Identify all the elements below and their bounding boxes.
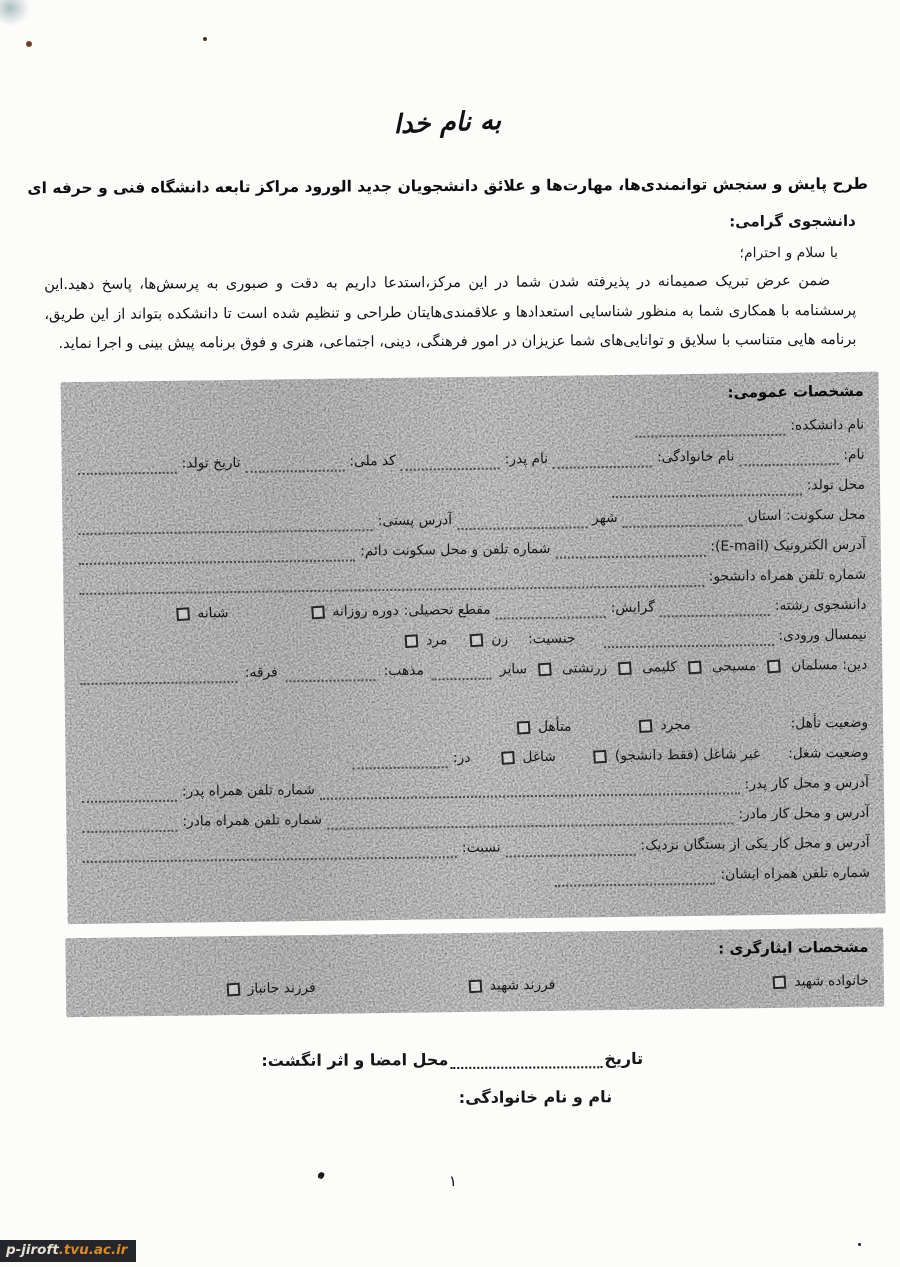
checkbox-unemployed[interactable] (593, 749, 607, 763)
label-relation: نسبت: (461, 839, 501, 857)
label-birth-date: تاریخ تولد: (181, 454, 241, 472)
label-date: تاریخ (604, 1048, 644, 1069)
checkbox-martyr-child[interactable] (468, 979, 482, 993)
label-last-name: نام خانوادگی: (656, 448, 735, 466)
label-female: زن (491, 631, 509, 648)
label-employed-at: در: (452, 749, 471, 767)
field-mazhab[interactable] (286, 670, 376, 682)
label-email: آدرس الکترونیک (E-mail): (710, 536, 866, 555)
field-sect[interactable] (80, 671, 237, 684)
label-night-course: شبانه (197, 605, 229, 622)
label-sect: فرقه: (244, 664, 278, 681)
label-birth-place: محل تولد: (806, 476, 866, 494)
label-unemployed: غیر شاغل (فقط دانشجو) (614, 746, 761, 765)
label-married: متأهل (537, 718, 572, 736)
label-religion-other: سایر (499, 661, 528, 678)
checkbox-jewish[interactable] (618, 661, 632, 675)
field-entry-semester[interactable] (603, 634, 773, 647)
field-first-name[interactable] (739, 454, 838, 466)
bismillah-calligraphy: به نام خدا (393, 105, 502, 141)
label-male: مرد (426, 632, 448, 649)
label-national-id: کد ملی: (349, 452, 396, 470)
checkbox-male[interactable] (405, 634, 419, 648)
checkbox-muslim[interactable] (767, 659, 781, 673)
label-full-name: نام و نام خانوادگی: (458, 1087, 613, 1107)
page-number: ۱ (448, 1171, 457, 1191)
field-major[interactable] (660, 604, 770, 616)
label-martyr-family: خانواده شهید (794, 972, 870, 990)
checkbox-veteran-child[interactable] (226, 982, 240, 996)
label-relative-mobile: شماره تلفن همراه ایشان: (720, 864, 871, 883)
field-city[interactable] (457, 517, 587, 530)
field-relative-mobile[interactable] (555, 873, 715, 886)
field-postal-address[interactable] (78, 520, 372, 535)
general-section-heading: مشخصات عمومی: (727, 381, 864, 402)
label-father-name: نام پدر: (504, 450, 549, 468)
label-single: مجرد (660, 717, 691, 734)
label-mother-work: آدرس و محل کار مادر: (738, 804, 870, 823)
field-permanent-phone[interactable] (79, 550, 356, 565)
field-student-mobile[interactable] (79, 575, 704, 594)
label-day-course: دوره روزانه (332, 602, 399, 620)
greeting-line: با سلام و احترام؛ (739, 244, 839, 262)
label-jewish: کلیمی (642, 659, 678, 676)
label-employed: شاغل (522, 748, 556, 766)
intro-paragraph: ضمن عرض تبریک صمیمانه در پذیرفته شدن شما در این مرکز،استدعا داریم به دقت و صبوری به پرسش‌ها، پاسخ دهید.این پرسشنامه با همکاری شما به منظور شناسایی استعدادها و علاقمندی‌هایتان طراحی و تنظیم شده است تا دانشکده بتواند از این طریق، برنامه هایی متناسب با سلایق و توانایی‌های شما عزیزان در امور فرهنگی، دینی، اجتماعی، هنری و فوق برنامه پیش بینی و اجرا نماید. (44, 272, 857, 353)
label-marital: وضعیت تأهل: (790, 714, 869, 732)
label-gender: جنسیت: (528, 630, 576, 648)
label-city: شهر (591, 509, 618, 527)
label-first-name: نام: (843, 446, 865, 464)
label-mother-mobile: شماره تلفن همراه مادر: (182, 811, 323, 830)
dear-student-heading: دانشجوی گرامی: (729, 211, 856, 231)
field-relation[interactable] (83, 847, 457, 863)
field-email[interactable] (555, 545, 705, 558)
label-martyr-child: فرزند شهید (489, 976, 556, 994)
field-father-work[interactable] (320, 783, 740, 799)
form-title: طرح پایش و سنجش توانمندی‌ها، مهارت‌ها و علائق دانشجویان جدید الورود مراکز تابعه دانشگاه فنی و حرفه ای (27, 174, 868, 198)
checkbox-christian[interactable] (688, 660, 702, 674)
label-faculty: نام دانشکده: (790, 416, 865, 434)
isargari-section (65, 928, 884, 1018)
field-last-name[interactable] (553, 456, 652, 468)
label-postal-address: آدرس پستی: (377, 512, 453, 530)
label-student-mobile: شماره تلفن همراه دانشجو: (708, 566, 867, 585)
label-mazhab: مذهب: (383, 662, 424, 680)
field-relative-work[interactable] (505, 844, 635, 857)
field-faculty[interactable] (635, 424, 785, 437)
signature-date-row (2, 1048, 900, 1072)
field-employed-at[interactable] (353, 757, 448, 769)
label-signature-place: محل امضا و اثر انگشت: (261, 1050, 449, 1070)
label-specialization: گرایش: (610, 599, 655, 617)
label-religion-muslim: دین: مسلمان (791, 656, 868, 674)
field-religion-other[interactable] (432, 668, 492, 680)
isargari-section-heading: مشخصات ایثارگری : (718, 937, 869, 958)
checkbox-female[interactable] (470, 633, 484, 647)
checkbox-single[interactable] (639, 719, 653, 733)
label-relative-work: آدرس و محل کار یکی از بستگان نزدیک: (640, 834, 870, 854)
site-watermark (0, 1240, 136, 1263)
general-info-section (61, 372, 886, 925)
checkbox-zoroastrian[interactable] (538, 662, 552, 676)
checkbox-married[interactable] (517, 720, 531, 734)
site-watermark-suffix: .tvu.ac.ir (58, 1241, 128, 1258)
checkbox-day-course[interactable] (311, 605, 325, 619)
field-birth-date[interactable] (78, 462, 177, 474)
field-national-id[interactable] (246, 460, 345, 472)
checkbox-martyr-family[interactable] (773, 975, 787, 989)
label-entry-semester: نیمسال ورودی: (778, 626, 868, 644)
label-zoroastrian: زرتشتی (561, 660, 608, 677)
checkbox-night-course[interactable] (176, 607, 190, 621)
label-major: دانشجوی رشته: (774, 596, 867, 614)
label-permanent-phone: شماره تلفن و محل سکونت دائم: (360, 540, 551, 560)
field-father-name[interactable] (401, 458, 500, 470)
label-father-mobile: شماره تلفن همراه پدر: (181, 781, 316, 800)
field-birth-place[interactable] (612, 484, 802, 497)
label-christian: مسیحی (711, 658, 757, 675)
field-province[interactable] (623, 515, 743, 528)
field-mother-work[interactable] (327, 813, 734, 829)
label-veteran-child: فرزند جانباز (247, 979, 316, 997)
label-father-work: آدرس و محل کار پدر: (744, 774, 869, 793)
label-degree-level: مقطع تحصیلی: (403, 601, 491, 619)
field-date[interactable] (450, 1058, 602, 1069)
checkbox-employed[interactable] (501, 751, 515, 765)
field-mother-mobile[interactable] (82, 820, 177, 832)
label-job-status: وضعیت شغل: (787, 744, 869, 762)
field-father-mobile[interactable] (82, 790, 177, 802)
field-specialization[interactable] (496, 607, 606, 619)
label-residence-province: محل سکونت: استان (747, 506, 866, 525)
site-watermark-main: p-jiroft (6, 1241, 59, 1258)
